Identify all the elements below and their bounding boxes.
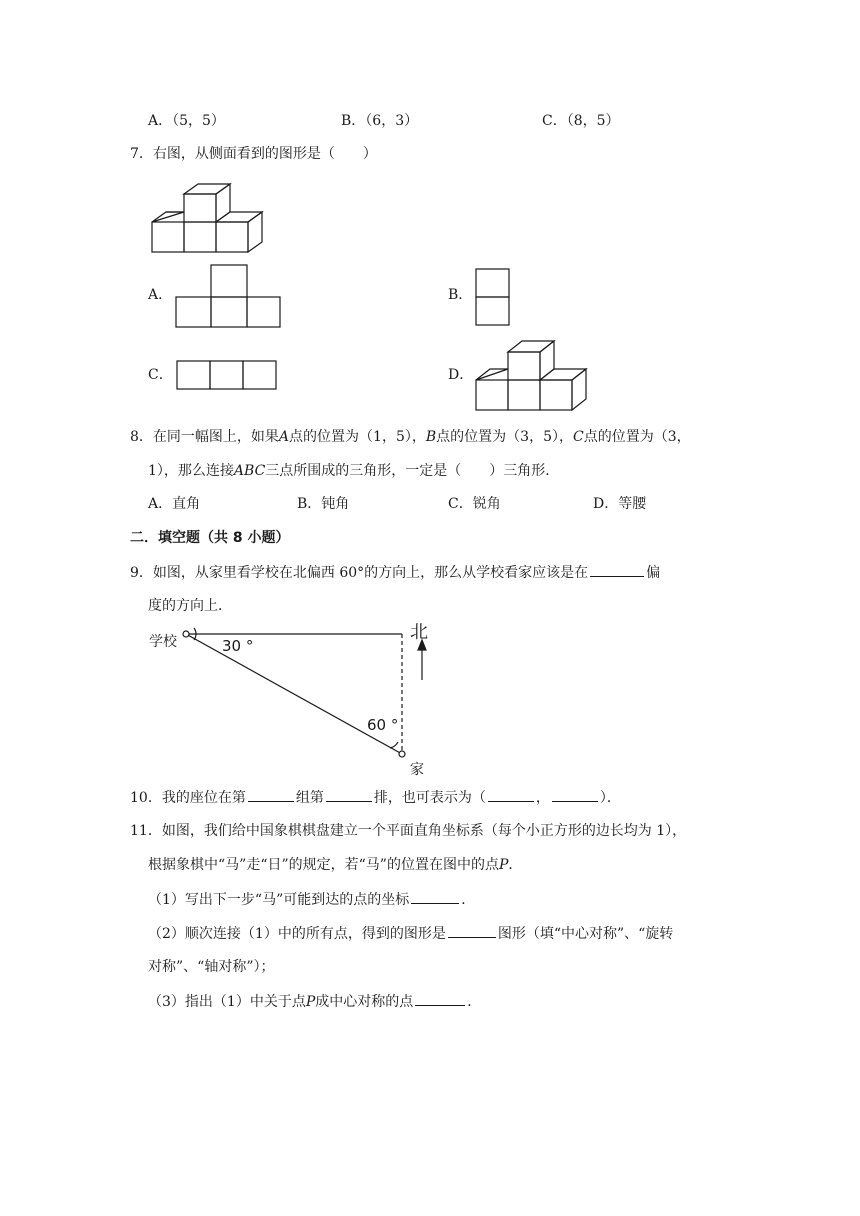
q7-option-a-label: A． (148, 287, 173, 303)
q9-direction-figure (146, 622, 446, 782)
q8-line1: 8．在同一幅图上，如果A点的位置为（1，5），B点的位置为（3，5），C点的位置为（3， (130, 429, 691, 445)
q8-option-a: A．直角 (148, 496, 201, 512)
q11-line1: 11．如图，我们给中国象棋棋盘建立一个平面直角坐标系（每个小正方形的边长均为 1）， (130, 823, 687, 839)
q7-option-c-label: C． (148, 367, 173, 383)
q11-blank-1[interactable] (411, 889, 459, 904)
q10-blank-group[interactable] (248, 787, 294, 802)
q11-sub2-line2: 对称”、“轴对称”）； (148, 959, 275, 975)
q10-blank-row[interactable] (326, 787, 372, 802)
q9-label-home: 家 (410, 762, 424, 778)
q7-option-b-label: B． (448, 287, 473, 303)
q9-label-angle-top: 30 ° (222, 637, 254, 655)
q8-option-d: D．等腰 (593, 496, 647, 512)
q7-stem: 7．右图，从侧面看到的图形是（ ） (130, 146, 377, 162)
q11-blank-2[interactable] (448, 923, 496, 938)
q10-blank-x[interactable] (488, 787, 534, 802)
q11-sub1: （1）写出下一步“马”可能到达的点的坐标 ． (148, 889, 475, 910)
q8-line2: 1），那么连接ABC三点所围成的三角形，一定是（ ）三角形． (148, 463, 560, 479)
q7-option-d-label: D． (448, 367, 474, 383)
q7-option-c-figure (176, 360, 278, 392)
q9-label-north: 北 (410, 622, 428, 643)
q9-line1: 9．如图，从家里看学校在北偏西 60°的方向上，那么从学校看家应该是在 偏 (130, 562, 660, 583)
q6-option-a: A．（5，5） (148, 113, 225, 129)
q9-label-angle-bottom: 60 ° (367, 716, 399, 734)
q11-line2: 根据象棋中“马”走“日”的规定，若“马”的位置在图中的点P． (148, 857, 523, 873)
q7-option-b-figure (475, 268, 511, 326)
q10-line: 10．我的座位在第 组第 排，也可表示为（ ， ）． (130, 787, 621, 808)
q11-blank-3[interactable] (415, 991, 465, 1006)
q7-cube-figure (150, 182, 270, 254)
q7-option-a-figure (175, 264, 281, 328)
q9-label-school: 学校 (149, 634, 177, 650)
q6-option-b: B．（6，3） (341, 113, 419, 129)
q6-option-c: C．（8，5） (542, 113, 620, 129)
q8-option-c: C．锐角 (448, 496, 501, 512)
q7-option-d-figure (474, 338, 594, 412)
section-title: 二．填空题（共 8 小题） (130, 530, 290, 546)
q9-blank[interactable] (590, 562, 644, 577)
q10-blank-y[interactable] (552, 787, 598, 802)
q11-sub3: （3）指出（1）中关于点P成中心对称的点 ． (148, 991, 481, 1012)
q9-line2: 度的方向上． (148, 598, 232, 614)
q8-option-b: B．钝角 (297, 496, 350, 512)
q11-sub2: （2）顺次连接（1）中的所有点，得到的图形是 图形（填“中心对称”、“旋转 (148, 923, 673, 944)
